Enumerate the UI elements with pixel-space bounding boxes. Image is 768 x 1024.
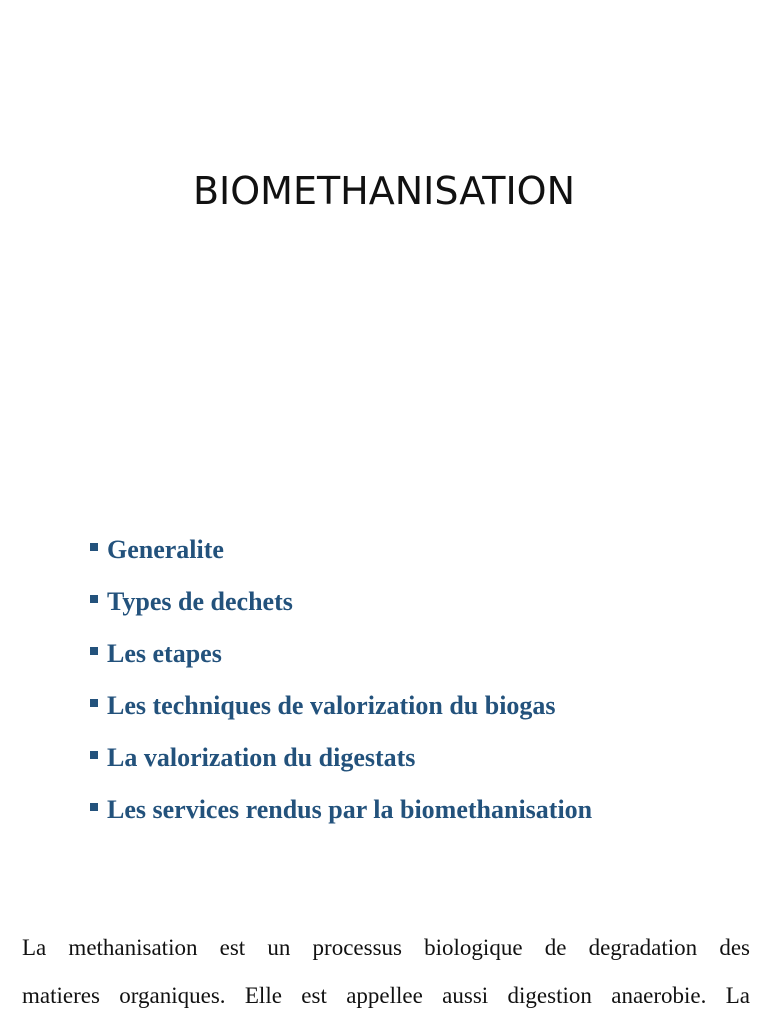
agenda-item-label: Types de dechets [107,587,293,616]
square-bullet-icon [90,543,98,551]
square-bullet-icon [90,803,98,811]
square-bullet-icon [90,751,98,759]
body-line: matieres organiques. Elle est appellee aussi digestion anaerobie. La [22,983,750,1008]
agenda-item [90,524,592,576]
square-bullet-icon [90,699,98,707]
agenda-item-label: Generalite [107,535,224,564]
agenda-list [90,524,592,836]
agenda-item-label: La valorization du digestats [107,743,416,772]
body-line: La methanisation est un processus biologique de degradation des [22,935,750,960]
agenda-item [90,680,592,732]
agenda-item-label: Les etapes [107,639,222,668]
agenda-item [90,784,592,836]
agenda-item [90,732,592,784]
agenda-item-label: Les services rendus par la biomethanisation [107,795,593,824]
body-paragraph [22,924,750,1020]
agenda-item [90,576,592,628]
agenda-item [90,628,592,680]
square-bullet-icon [90,595,98,603]
square-bullet-icon [90,647,98,655]
agenda-item-label: Les techniques de valorization du biogas [107,691,556,720]
page-title: BIOMETHANISATION [192,169,576,213]
